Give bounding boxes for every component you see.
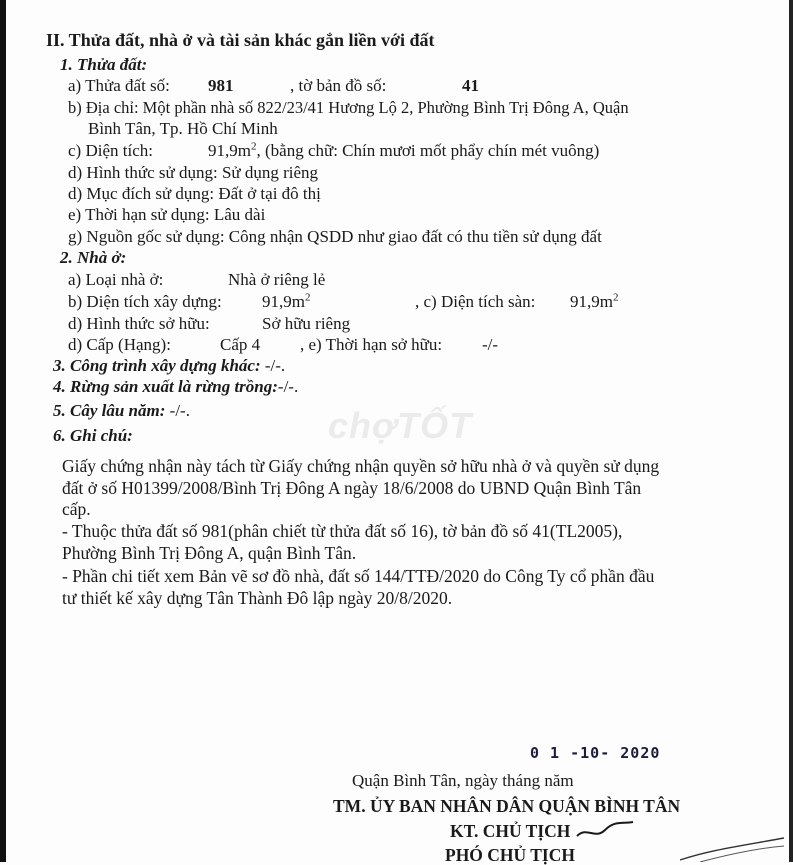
ownership-value: Sở hữu riêng [262,314,351,333]
address-line-2: Bình Tân, Tp. Hồ Chí Minh [88,119,278,138]
other-works-heading: 3. Công trình xây dựng khác: [53,356,261,375]
authority: TM. ỦY BAN NHÂN DÂN QUẬN BÌNH TÂN [333,796,681,816]
signer-title: KT. CHỦ TỊCH [450,821,571,841]
floor-area-value: $91,9m^2$ [570,291,619,311]
parcel-label: a) Thửa đất số: [68,76,170,95]
signer-role: PHÓ CHỦ TỊCH [445,845,575,865]
place-date: Quận Bình Tân, ngày tháng năm [352,771,574,790]
floor-area-label: , c) Diện tích sàn: [415,292,536,311]
land-heading: 1. Thửa đất: [60,55,148,74]
section-title: II. Thửa đất, nhà ở và tài sản khác gắn liền với đất [46,30,435,50]
own-term-label: , e) Thời hạn sở hữu: [300,335,443,354]
note-line: đất ở số H01399/2008/Bình Trị Đông A ngày 18/6/2008 do UBND Quận Bình Tân [62,478,642,498]
watermark: chợTỐT [328,405,473,446]
address-line-1: b) Địa chỉ: Một phần nhà số 822/23/41 Hương Lộ 2, Phường Bình Trị Đông A, Quận [68,98,629,117]
area-value: $91,9m^2$, (bằng chữ: Chín mươi mốt phẩy chín mét vuông) [208,140,600,160]
use-purpose: d) Mục đích sử dụng: Đất ở tại đô thị [68,184,321,203]
use-origin: g) Nguồn gốc sử dụng: Công nhận QSDD như giao đất có thu tiền sử dụng đất [68,227,602,246]
use-term: e) Thời hạn sử dụng: Lâu dài [68,205,266,224]
area-label: c) Diện tích: [68,141,153,160]
forest-value: -/-. [277,377,299,396]
signature-stroke-icon [575,818,635,842]
parcel-number: 981 [208,76,234,95]
scan-border-left [0,0,6,862]
note-line: - Phần chi tiết xem Bản vẽ sơ đồ nhà, đất số 144/TTĐ/2020 do Công Ty cổ phần đầu [62,566,655,586]
ownership-label: d) Hình thức sở hữu: [68,314,210,333]
date-stamp: 0 1 -10- 2020 [530,744,661,762]
grade-label: d) Cấp (Hạng): [68,335,171,354]
perennial-heading: 5. Cây lâu năm: [53,401,166,420]
note-line: tư thiết kế xây dựng Tân Thành Đô lập ngày 20/8/2020. [62,588,453,608]
forest-heading: 4. Rừng sản xuất là rừng trồng: [53,377,278,396]
own-term-value: -/- [482,335,499,354]
note-line: Giấy chứng nhận này tách từ Giấy chứng nhận quyền sở hữu nhà ở và quyền sử dụng [62,456,660,476]
map-number: 41 [462,76,479,95]
house-heading: 2. Nhà ở: [60,248,127,267]
map-label: , tờ bản đồ số: [290,76,387,95]
scan-border-right [789,0,793,862]
grade-value: Cấp 4 [220,335,261,354]
house-type-label: a) Loại nhà ở: [68,270,164,289]
built-area-value: $91,9m^2$ [262,291,311,311]
built-area-label: b) Diện tích xây dựng: [68,292,222,311]
perennial-value: -/-. [169,401,190,420]
signature-lines-icon [680,836,785,862]
note-line: - Thuộc thửa đất số 981(phân chiết từ thửa đất số 16), tờ bản đồ số 41(TL2005), [62,521,623,541]
notes-heading: 6. Ghi chú: [53,426,133,445]
use-form: d) Hình thức sử dụng: Sử dụng riêng [68,163,319,182]
other-works-value: -/-. [264,356,286,375]
note-line: Phường Bình Trị Đông A, quận Bình Tân. [62,543,357,563]
note-line: cấp. [62,499,91,519]
house-type-value: Nhà ở riêng lẻ [228,270,326,289]
